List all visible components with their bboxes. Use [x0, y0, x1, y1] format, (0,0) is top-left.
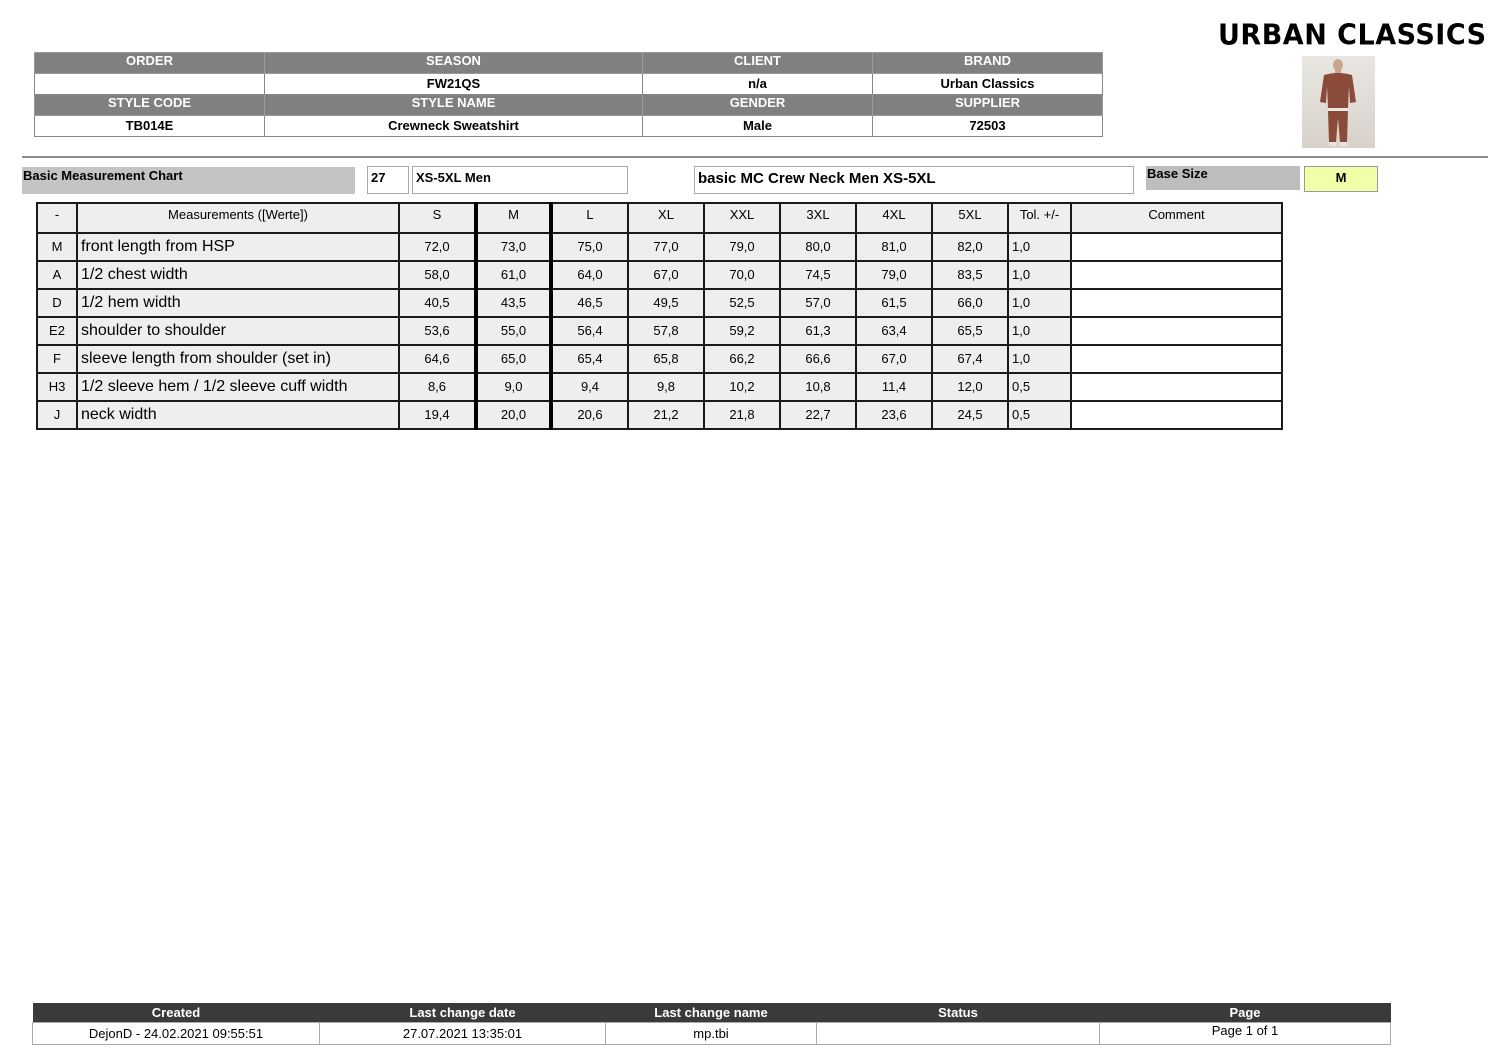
size-value: 46,5	[551, 289, 628, 317]
tolerance-value: 1,0	[1008, 317, 1071, 345]
created-value: DejonD - 24.02.2021 09:55:51	[33, 1023, 320, 1045]
brand-logo: URBAN CLASSICS	[1218, 19, 1487, 52]
supplier-value: 72503	[873, 116, 1103, 137]
size-value: 49,5	[628, 289, 704, 317]
size-value: 66,0	[932, 289, 1008, 317]
size-value: 79,0	[856, 261, 932, 289]
column-header: Measurements ([Werte])	[77, 203, 399, 233]
size-value: 9,8	[628, 373, 704, 401]
base-size-value: M	[1304, 166, 1378, 192]
column-header: XXL	[704, 203, 780, 233]
measurement-name: 1/2 sleeve hem / 1/2 sleeve cuff width	[77, 373, 399, 401]
column-header: 4XL	[856, 203, 932, 233]
comment-cell	[1071, 261, 1282, 289]
gender-value: Male	[643, 116, 873, 137]
tolerance-value: 0,5	[1008, 401, 1071, 429]
order-value	[35, 74, 265, 95]
size-value: 64,0	[551, 261, 628, 289]
measurement-row	[37, 317, 1282, 345]
column-header: S	[399, 203, 476, 233]
size-value: 53,6	[399, 317, 476, 345]
last-change-name-label: Last change name	[606, 1003, 817, 1023]
size-value: 75,0	[551, 233, 628, 261]
size-value: 57,8	[628, 317, 704, 345]
size-value: 67,0	[856, 345, 932, 373]
measurement-name: shoulder to shoulder	[77, 317, 399, 345]
size-value: 43,5	[476, 289, 551, 317]
size-code-field: 27	[367, 166, 409, 194]
comment-cell	[1071, 317, 1282, 345]
tolerance-value: 1,0	[1008, 233, 1071, 261]
size-value: 8,6	[399, 373, 476, 401]
measurement-row	[37, 233, 1282, 261]
size-value: 56,4	[551, 317, 628, 345]
brand-value: Urban Classics	[873, 74, 1103, 95]
size-value: 58,0	[399, 261, 476, 289]
size-value: 57,0	[780, 289, 856, 317]
point-code: E2	[37, 317, 77, 345]
tolerance-value: 1,0	[1008, 345, 1071, 373]
size-value: 77,0	[628, 233, 704, 261]
size-value: 83,5	[932, 261, 1008, 289]
measurement-name: sleeve length from shoulder (set in)	[77, 345, 399, 373]
style-name-value: Crewneck Sweatshirt	[265, 116, 643, 137]
section-divider	[22, 156, 1488, 158]
supplier-label: SUPPLIER	[873, 95, 1103, 116]
size-value: 82,0	[932, 233, 1008, 261]
order-label: ORDER	[35, 53, 265, 74]
size-value: 10,8	[780, 373, 856, 401]
chart-title: Basic Measurement Chart	[22, 167, 355, 194]
column-header: Tol. +/-	[1008, 203, 1071, 233]
size-range-field: XS-5XL Men	[412, 166, 628, 194]
brand-label: BRAND	[873, 53, 1103, 74]
size-value: 65,5	[932, 317, 1008, 345]
size-value: 61,3	[780, 317, 856, 345]
style-name-label: STYLE NAME	[265, 95, 643, 116]
chart-name-field: basic MC Crew Neck Men XS-5XL	[694, 166, 1134, 194]
point-code: A	[37, 261, 77, 289]
gender-label: GENDER	[643, 95, 873, 116]
measurement-row	[37, 261, 1282, 289]
base-size-label: Base Size	[1146, 166, 1300, 190]
column-header: -	[37, 203, 77, 233]
last-change-date-value: 27.07.2021 13:35:01	[320, 1023, 606, 1045]
size-value: 10,2	[704, 373, 780, 401]
point-code: D	[37, 289, 77, 317]
comment-cell	[1071, 401, 1282, 429]
measurement-row	[37, 373, 1282, 401]
measurement-header-row	[37, 203, 1282, 233]
style-code-label: STYLE CODE	[35, 95, 265, 116]
size-value: 64,6	[399, 345, 476, 373]
column-header: XL	[628, 203, 704, 233]
measurement-name: 1/2 hem width	[77, 289, 399, 317]
size-value: 70,0	[704, 261, 780, 289]
size-value: 65,0	[476, 345, 551, 373]
size-value: 24,5	[932, 401, 1008, 429]
size-value: 22,7	[780, 401, 856, 429]
measurement-name: neck width	[77, 401, 399, 429]
style-info-table	[34, 52, 1103, 137]
tolerance-value: 1,0	[1008, 261, 1071, 289]
size-value: 66,2	[704, 345, 780, 373]
point-code: H3	[37, 373, 77, 401]
comment-cell	[1071, 233, 1282, 261]
column-header: Comment	[1071, 203, 1282, 233]
size-value: 66,6	[780, 345, 856, 373]
size-value: 9,0	[476, 373, 551, 401]
season-label: SEASON	[265, 53, 643, 74]
size-value: 63,4	[856, 317, 932, 345]
size-value: 81,0	[856, 233, 932, 261]
size-value: 61,5	[856, 289, 932, 317]
column-header: 5XL	[932, 203, 1008, 233]
product-photo	[1302, 56, 1375, 148]
column-header: L	[551, 203, 628, 233]
size-value: 40,5	[399, 289, 476, 317]
point-code: M	[37, 233, 77, 261]
model-figure-image	[1302, 56, 1375, 148]
size-value: 61,0	[476, 261, 551, 289]
size-value: 20,0	[476, 401, 551, 429]
size-value: 21,2	[628, 401, 704, 429]
size-value: 65,8	[628, 345, 704, 373]
size-value: 73,0	[476, 233, 551, 261]
created-label: Created	[33, 1003, 320, 1023]
size-value: 23,6	[856, 401, 932, 429]
size-value: 52,5	[704, 289, 780, 317]
measurement-row	[37, 401, 1282, 429]
size-value: 72,0	[399, 233, 476, 261]
size-value: 79,0	[704, 233, 780, 261]
measurement-name: 1/2 chest width	[77, 261, 399, 289]
size-value: 20,6	[551, 401, 628, 429]
footer-table	[32, 1003, 1391, 1045]
page-number: Page 1 of 1	[1100, 1023, 1391, 1045]
column-header: M	[476, 203, 551, 233]
status-value	[817, 1023, 1100, 1045]
size-value: 19,4	[399, 401, 476, 429]
measurement-row	[37, 345, 1282, 373]
size-value: 11,4	[856, 373, 932, 401]
measurement-name: front length from HSP	[77, 233, 399, 261]
last-change-date-label: Last change date	[320, 1003, 606, 1023]
point-code: J	[37, 401, 77, 429]
size-value: 12,0	[932, 373, 1008, 401]
comment-cell	[1071, 289, 1282, 317]
column-header: 3XL	[780, 203, 856, 233]
size-value: 55,0	[476, 317, 551, 345]
style-code-value: TB014E	[35, 116, 265, 137]
size-value: 59,2	[704, 317, 780, 345]
size-value: 80,0	[780, 233, 856, 261]
measurement-table	[36, 202, 1283, 430]
comment-cell	[1071, 345, 1282, 373]
size-value: 74,5	[780, 261, 856, 289]
season-value: FW21QS	[265, 74, 643, 95]
status-label: Status	[817, 1003, 1100, 1023]
last-change-name-value: mp.tbi	[606, 1023, 817, 1045]
client-value: n/a	[643, 74, 873, 95]
tolerance-value: 1,0	[1008, 289, 1071, 317]
tolerance-value: 0,5	[1008, 373, 1071, 401]
size-value: 67,0	[628, 261, 704, 289]
comment-cell	[1071, 373, 1282, 401]
page-label: Page	[1100, 1003, 1391, 1023]
measurement-row	[37, 289, 1282, 317]
client-label: CLIENT	[643, 53, 873, 74]
size-value: 9,4	[551, 373, 628, 401]
size-value: 21,8	[704, 401, 780, 429]
size-value: 65,4	[551, 345, 628, 373]
point-code: F	[37, 345, 77, 373]
size-value: 67,4	[932, 345, 1008, 373]
